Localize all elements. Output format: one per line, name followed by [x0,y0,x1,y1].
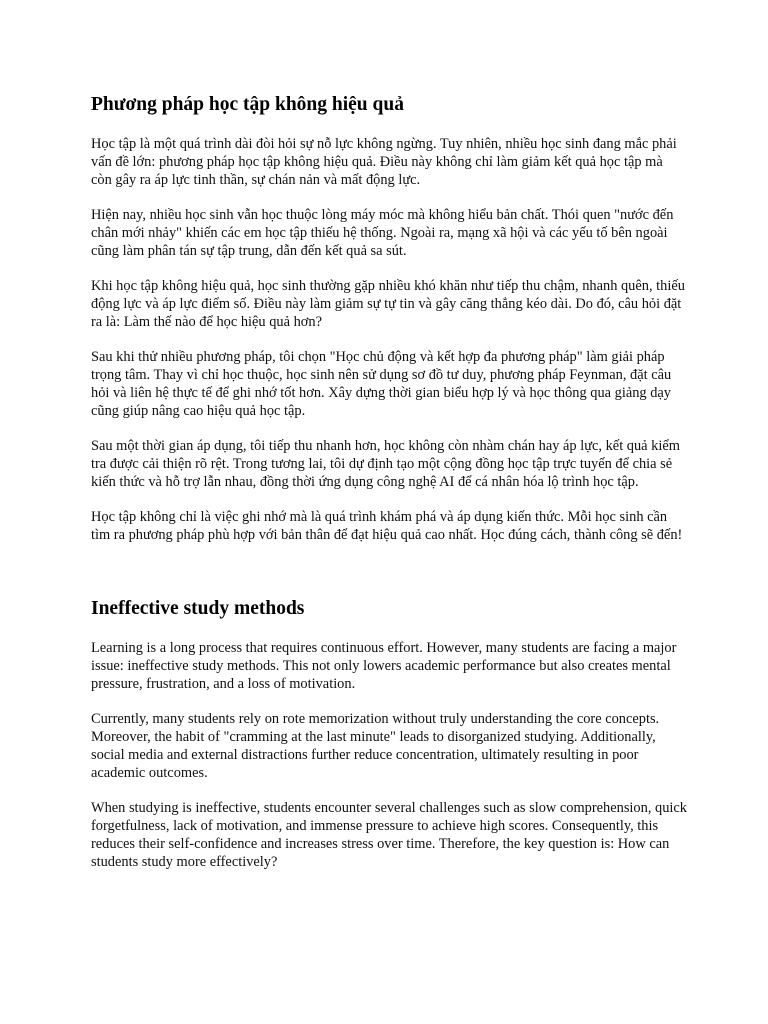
paragraph: Học tập là một quá trình dài đòi hỏi sự nỗ lực không ngừng. Tuy nhiên, nhiều học sinh đang mắc phải vấn đề lớn: phương pháp học tập không hiệu quả. Điều này không chỉ làm giảm kết quả học tập mà còn gây ra áp lực tinh thần, sự chán nản và mất động lực. [91,136,677,188]
section-title-vietnamese: Phương pháp học tập không hiệu quả [91,94,404,115]
section-vietnamese [91,92,687,544]
document-page [91,92,687,888]
paragraph: Khi học tập không hiệu quả, học sinh thường gặp nhiều khó khăn như tiếp thu chậm, nhanh quên, thiếu động lực và áp lực điểm số. Điều này làm giảm sự tự tin và gây căng thẳng kéo dài. Do đó, câu hỏi đặt ra là: Làm thế nào để học hiệu quả hơn? [91,278,685,330]
section-title-english: Ineffective study methods [91,598,305,619]
paragraph: Học tập không chỉ là việc ghi nhớ mà là quá trình khám phá và áp dụng kiến thức. Mỗi học sinh cần tìm ra phương pháp phù hợp với bản thân để đạt hiệu quả cao nhất. Học đúng cách, thành công sẽ đến! [91,509,683,543]
paragraph: Learning is a long process that requires continuous effort. However, many students are facing a major issue: ineffective study methods. This not only lowers academic performance but also creates mental pressure, frustration, and a loss of motivation. [91,640,677,692]
section-english [91,596,687,871]
paragraph: Sau một thời gian áp dụng, tôi tiếp thu nhanh hơn, học không còn nhàm chán hay áp lực, kết quả kiểm tra được cải thiện rõ rệt. Trong tương lai, tôi dự định tạo một cộng đồng học tập trực tuyến để chia sẻ kiến thức và hỗ trợ lẫn nhau, đồng thời ứng dụng công nghệ AI để cá nhân hóa lộ trình học tập. [91,438,680,490]
paragraph: Sau khi thử nhiều phương pháp, tôi chọn "Học chủ động và kết hợp đa phương pháp" làm giải pháp trọng tâm. Thay vì chỉ học thuộc, học sinh nên sử dụng sơ đồ tư duy, phương pháp Feynman, đặt câu hỏi và liên hệ thực tế để ghi nhớ tốt hơn. Xây dựng thời gian biểu hợp lý và học thông qua giảng dạy cũng giúp nâng cao hiệu quả học tập. [91,349,672,419]
paragraph: Hiện nay, nhiều học sinh vẫn học thuộc lòng máy móc mà không hiểu bản chất. Thói quen "nước đến chân mới nhảy" khiến các em học tập thiếu hệ thống. Ngoài ra, mạng xã hội và các yếu tố bên ngoài cũng làm phân tán sự tập trung, dẫn đến kết quả sa sút. [91,207,674,259]
paragraph: Currently, many students rely on rote memorization without truly understanding the core concepts. Moreover, the habit of "cramming at the last minute" leads to disorganized studying. Additionally, social media and external distractions further reduce concentration, ultimately resulting in poor academic outcomes. [91,711,660,781]
paragraph: When studying is ineffective, students encounter several challenges such as slow comprehension, quick forgetfulness, lack of motivation, and immense pressure to achieve high scores. Consequently, this reduces their self-confidence and increases stress over time. Therefore, the key question is: How can students study more effectively? [91,800,687,870]
